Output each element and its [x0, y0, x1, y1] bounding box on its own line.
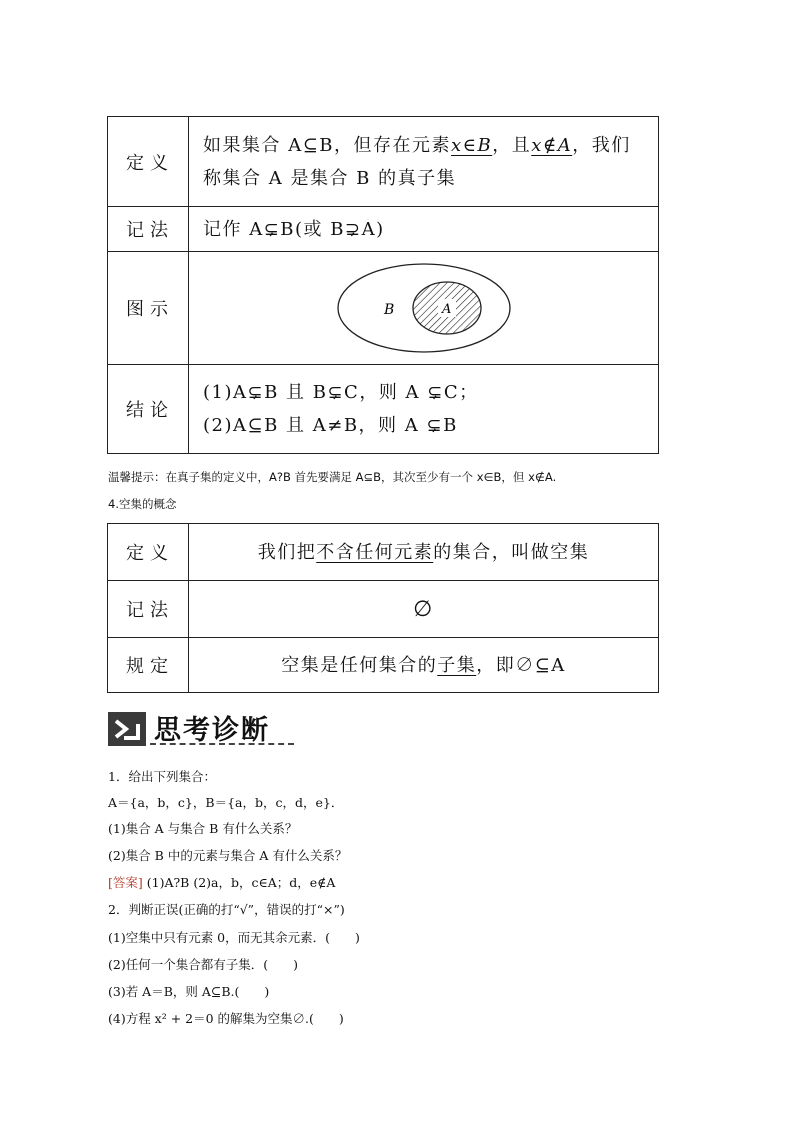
q1-part1: (1)集合 A 与集合 B 有什么关系？: [108, 821, 298, 836]
q2-item-1: (1)空集中只有元素 0，而无其余元素．( ): [108, 930, 360, 945]
section-heading-empty-set: 4.空集的概念: [108, 497, 177, 511]
label-a: A: [441, 302, 451, 317]
q1-answer: [答案] (1)A?B (2)a，b，c∈A；d，e∉A: [108, 875, 336, 890]
proper-subset-table: [107, 116, 659, 454]
underlined-x-notin-a: x∉A: [531, 134, 573, 156]
q1-title: 1．给出下列集合：: [108, 769, 216, 784]
venn-diagram-cell: [189, 252, 659, 365]
row-label-conclusion: 结论: [108, 365, 189, 454]
q2-item-2: (2)任何一个集合都有子集．( ): [108, 957, 298, 972]
q1-part2: (2)集合 B 中的元素与集合 A 有什么关系？: [108, 848, 348, 863]
q1-sets: A＝{a，b，c}，B＝{a，b，c，d，e}．: [108, 795, 344, 810]
definition-text: 如果集合 A⊆B，但存在元素x∈B，且x∉A，我们称集合 A 是集合 B 的真子集: [189, 117, 659, 207]
q2-title: 2．判断正误(正确的打“√”，错误的打“×”): [108, 902, 345, 917]
tip-note: 温馨提示：在真子集的定义中，A?B 首先要满足 A⊆B，其次至少有一个 x∈B，但 x∉A.: [108, 470, 557, 484]
heading-dashed-line: [150, 743, 294, 745]
label-b: B: [383, 302, 394, 318]
answer-tag: [答案]: [108, 875, 143, 890]
row-label-definition: 定义: [108, 117, 189, 207]
heading-icon-box: [108, 712, 146, 746]
conclusion-line-1: (1)A⊊B 且 B⊊C，则 A ⊊C；: [203, 382, 479, 403]
row-label-notation-2: 记法: [108, 581, 189, 638]
notation-text: 记作 A⊊B(或 B⊋A): [189, 207, 659, 252]
q2-item-4: (4)方程 x² + 2＝0 的解集为空集∅.( ): [108, 1011, 344, 1026]
row-label-notation: 记法: [108, 207, 189, 252]
row-label-diagram: 图示: [108, 252, 189, 365]
conclusion-text: [189, 365, 659, 454]
section-heading: 思考诊断: [154, 715, 270, 746]
empty-set-symbol: ∅: [189, 581, 659, 638]
row-label-definition-2: 定义: [108, 524, 189, 581]
venn-diagram: [334, 261, 514, 355]
row-label-rule: 规定: [108, 638, 189, 693]
chevron-right-icon: [108, 712, 146, 746]
q2-item-3: (3)若 A＝B，则 A⊆B.( ): [108, 984, 270, 999]
conclusion-line-2: (2)A⊆B 且 A≠B，则 A ⊊B: [203, 415, 458, 436]
empty-set-table: [107, 523, 659, 693]
empty-set-definition: 我们把不含任何元素的集合，叫做空集: [189, 524, 659, 581]
empty-set-rule: 空集是任何集合的子集，即∅⊆A: [189, 638, 659, 693]
underlined-x-in-b: x∈B: [451, 134, 493, 156]
